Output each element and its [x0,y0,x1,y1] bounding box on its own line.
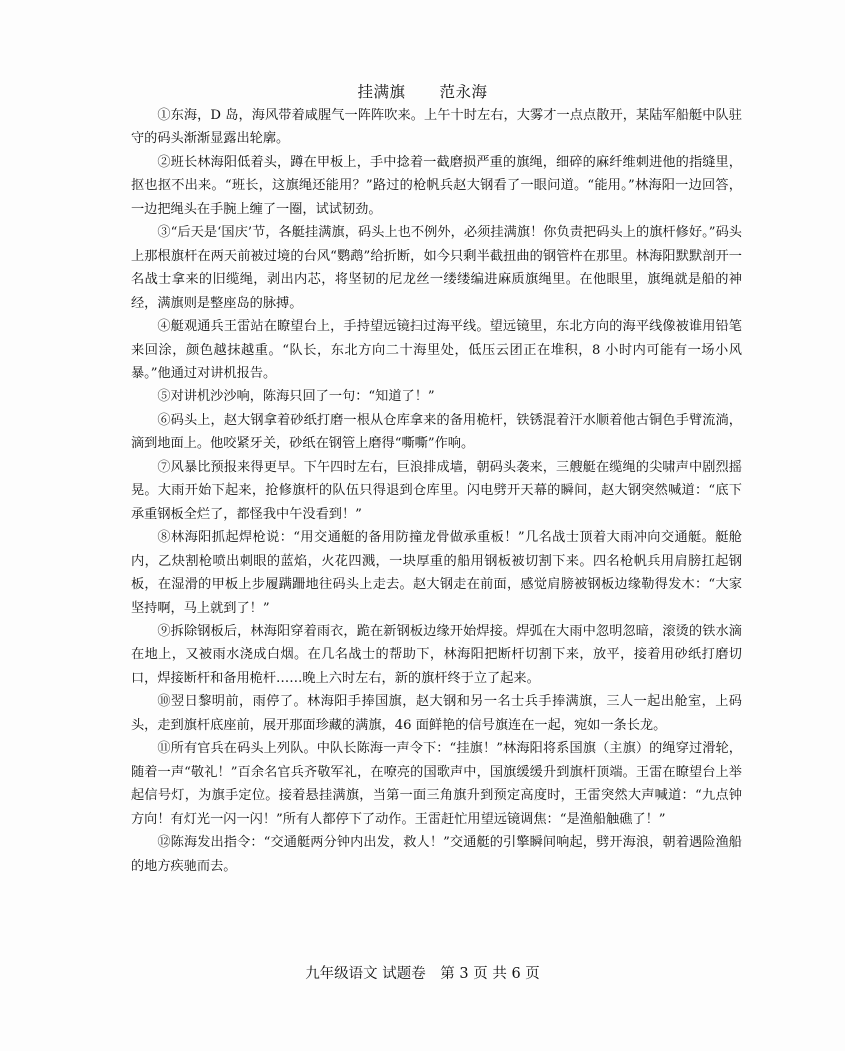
paragraph-11: ⑪所有官兵在码头上列队。中队长陈海一声令下：“挂旗！”林海阳将系国旗（主旗）的绳穿过滑轮，随着一声“敬礼！”百余名官兵齐敬军礼，在嘹亮的国歌声中，国旗缓缓升到旗杆顶端。王雷在瞭望台上举起信号灯，为旗手定位。接着悬挂满旗，当第一面三角旗升到预定高度时，王雷突然大声喊道：“九点钟方向！有灯光一闪一闪！”所有人都停下了动作。王雷赶忙用望远镜调焦：“是渔船触礁了！” [131,741,742,827]
paragraph-2: ②班长林海阳低着头，蹲在甲板上，手中捻着一截磨损严重的旗绳，细碎的麻纤维刺进他的指缝里，抠也抠不出来。“班长，这旗绳还能用？”路过的枪帆兵赵大钢看了一眼问道。“能用。”林海阳一边回答，一边把绳头在手腕上缠了一圈，试试韧劲。 [131,154,742,217]
article-heading [0,80,845,102]
paragraph-8: ⑧林海阳抓起焊枪说：“用交通艇的备用防撞龙骨做承重板！”几名战士顶着大雨冲向交通艇。艇舱内，乙炔割枪喷出刺眼的蓝焰，火花四溅，一块厚重的船用钢板被切割下来。四名枪帆兵用肩膀扛起钢板，在湿滑的甲板上步履蹒跚地往码头上走去。赵大钢走在前面，感觉肩膀被钢板边缘勒得发木：“大家坚持啊，马上就到了！” [131,530,742,616]
article-title: 挂满旗 [357,83,406,101]
paragraph-7: ⑦风暴比预报来得更早。下午四时左右，巨浪排成墙，朝码头袭来，三艘艇在缆绳的尖啸声中剧烈摇晃。大雨开始下起来，抢修旗杆的队伍只得退到仓库里。闪电劈开天幕的瞬间，赵大钢突然喊道：“底下承重钢板全烂了，都怪我中午没看到！” [131,459,742,522]
paragraph-3: ③“后天是‘国庆’节，各艇挂满旗，码头上也不例外，必须挂满旗！你负责把码头上的旗杆修好。”码头上那根旗杆在两天前被过境的台风“鹦鹉”给折断，如今只剩半截扭曲的钢管杵在那里。林海阳默默剖开一名战士拿来的旧缆绳，剥出内芯，将坚韧的尼龙丝一缕缕编进麻质旗绳里。在他眼里，旗绳就是船的神经，满旗则是整座岛的脉搏。 [131,225,742,311]
page-footer: 九年级语文 试题卷 第 3 页 共 6 页 [305,966,540,982]
paragraph-10: ⑩翌日黎明前，雨停了。林海阳手捧国旗，赵大钢和另一名士兵手捧满旗，三人一起出舱室，上码头，走到旗杆底座前，展开那面珍藏的满旗，46 面鲜艳的信号旗连在一起，宛如一条长龙。 [131,694,742,733]
paragraph-9: ⑨拆除钢板后，林海阳穿着雨衣，跪在新钢板边缘开始焊接。焊弧在大雨中忽明忽暗，滚烫的铁水滴在地上，又被雨水浇成白烟。在几名战士的帮助下，林海阳把断杆切割下来，放平，接着用砂纸打磨切口，焊接断杆和备用桅杆……晚上六时左右，新的旗杆终于立了起来。 [131,623,742,686]
paragraph-5: ⑤对讲机沙沙响，陈海只回了一句：“知道了！” [157,389,435,405]
article-author: 范永海 [439,83,488,101]
paragraph-12: ⑫陈海发出指令：“交通艇两分钟内出发，救人！”交通艇的引擎瞬间响起，劈开海浪，朝着遇险渔船的地方疾驰而去。 [131,835,742,874]
paragraph-1: ①东海，D 岛，海风带着咸腥气一阵阵吹来。上午十时左右，大雾才一点点散开，某陆军船艇中队驻守的码头渐渐显露出轮廓。 [131,108,742,147]
article-body [131,104,742,878]
paragraph-6: ⑥码头上，赵大钢拿着砂纸打磨一根从仓库拿来的备用桅杆，铁锈混着汗水顺着他古铜色手臂流淌，滴到地面上。他咬紧牙关，砂纸在钢管上磨得“嘶嘶”作响。 [131,412,742,452]
paragraph-4: ④艇观通兵王雷站在瞭望台上，手持望远镜扫过海平线。望远镜里，东北方向的海平线像被谁用铅笔来回涂，颜色越抹越重。“队长，东北方向二十海里处，低压云团正在堆积，8 小时内可能有一场小风暴。”他通过对讲机报告。 [131,319,742,381]
